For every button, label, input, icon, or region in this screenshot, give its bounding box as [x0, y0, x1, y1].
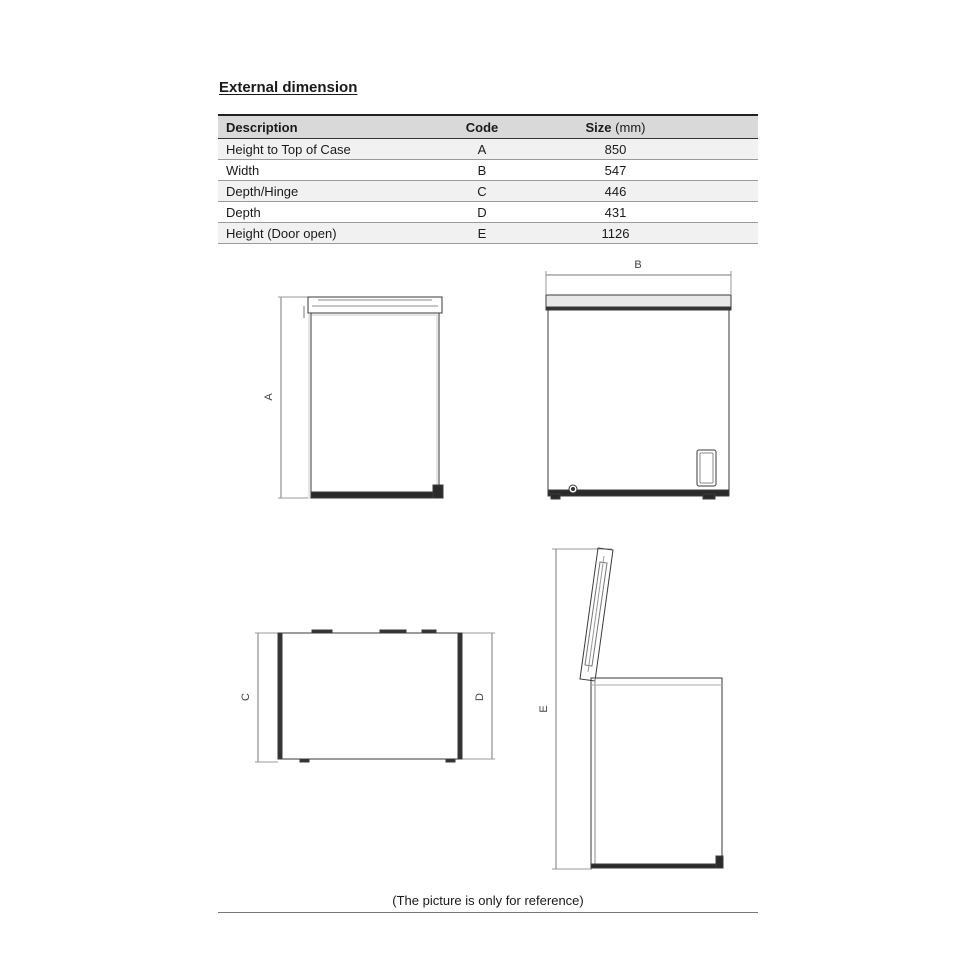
footer-divider	[218, 912, 758, 913]
header-size-label: Size	[585, 119, 612, 135]
cell-description: Height to Top of Case	[218, 139, 456, 160]
cell-size: 1126	[508, 223, 758, 244]
cell-code: D	[456, 202, 508, 223]
label-e: E	[538, 705, 550, 713]
cell-code: C	[456, 181, 508, 202]
cell-description: Depth	[218, 202, 456, 223]
cell-size: 446	[508, 181, 758, 202]
front-view-drawing	[546, 271, 731, 499]
side-view-drawing	[278, 297, 443, 498]
header-size-unit: (mm)	[615, 119, 646, 135]
label-b: B	[634, 259, 642, 271]
cell-code: B	[456, 160, 508, 181]
cell-description: Width	[218, 160, 456, 181]
cell-description: Height (Door open)	[218, 223, 456, 244]
label-c: C	[240, 693, 252, 701]
cell-code: A	[456, 139, 508, 160]
open-lid-view-drawing	[552, 548, 723, 869]
label-d: D	[474, 693, 486, 701]
cell-description: Depth/Hinge	[218, 181, 456, 202]
reference-note: (The picture is only for reference)	[392, 893, 584, 908]
cell-size: 431	[508, 202, 758, 223]
header-code: Code	[456, 115, 508, 139]
cell-code: E	[456, 223, 508, 244]
label-a: A	[263, 393, 275, 401]
header-description: Description	[218, 115, 456, 139]
cell-size: 850	[508, 139, 758, 160]
top-view-drawing	[255, 630, 495, 762]
section-title: External dimension	[219, 79, 358, 96]
cell-size: 547	[508, 160, 758, 181]
